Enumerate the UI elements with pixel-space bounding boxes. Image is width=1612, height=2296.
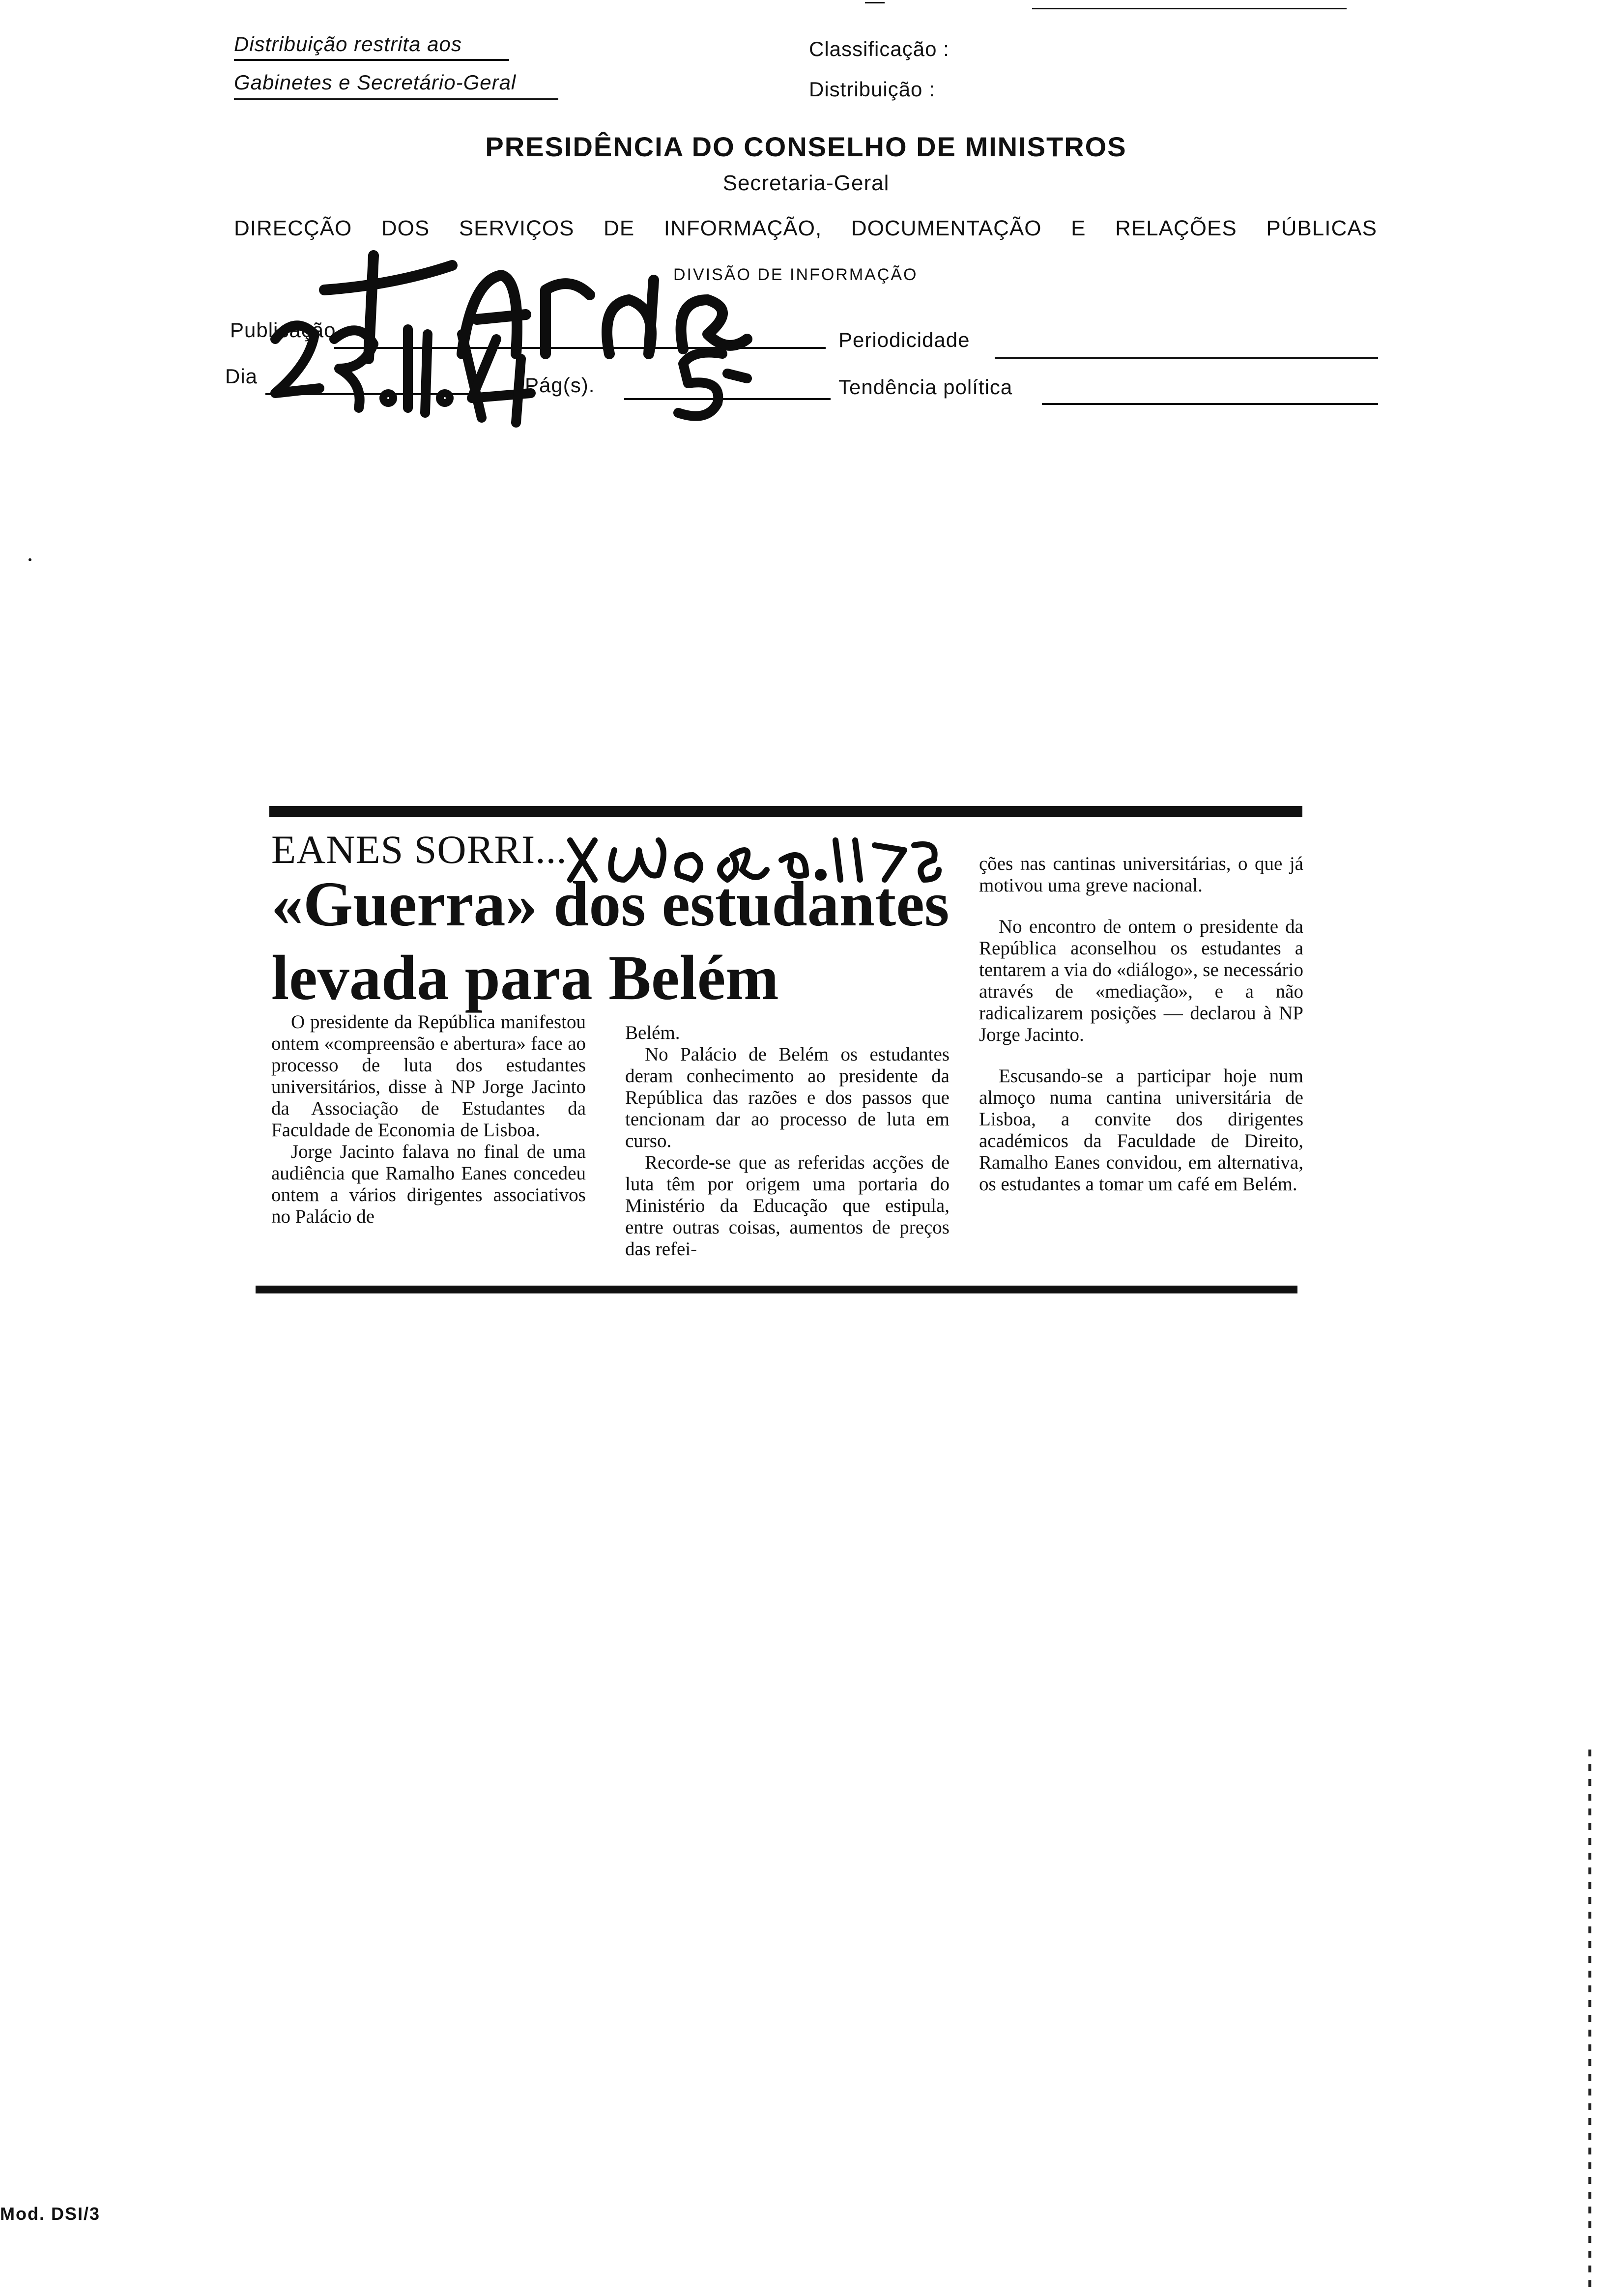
restricted-underline-2	[234, 98, 558, 100]
scan-mark-top-right	[1032, 8, 1347, 9]
day-label: Dia	[225, 365, 258, 388]
direction-word: RELAÇÕES	[1115, 216, 1237, 240]
direction-word: PÚBLICAS	[1266, 216, 1377, 240]
scan-speck	[29, 558, 31, 561]
division-label: DIVISÃO DE INFORMAÇÃO	[673, 265, 918, 284]
periodicity-field-line	[995, 357, 1378, 359]
restricted-distribution-line1: Distribuição restrita aos	[234, 32, 462, 56]
paragraph: Escusando-se a participar hoje num almoço numa cantina universitária de Lisboa, a convite dos dirigentes académicos da Faculdade de Direito, Ramalho Eanes convidou, em alternativa, os estudantes a tomar um café em Belém.	[979, 1065, 1303, 1195]
classification-label: Classificação :	[809, 37, 950, 60]
clipping-top-rule	[269, 806, 1302, 817]
paragraph: ções nas cantinas universitárias, o que já motivou uma greve nacional.	[979, 853, 1303, 896]
article-column-2	[625, 1022, 950, 1260]
paragraph: Jorge Jacinto falava no final de uma audiência que Ramalho Eanes concedeu ontem a vários dirigentes associativos no Palácio de	[271, 1141, 586, 1227]
distribution-label: Distribuição :	[809, 78, 935, 101]
article-column-3	[979, 853, 1303, 1195]
restricted-distribution-line2: Gabinetes e Secretário-Geral	[234, 71, 517, 94]
political-tendency-label: Tendência política	[838, 375, 1013, 399]
model-code: Mod. DSI/3	[0, 2204, 101, 2224]
article-headline-line1: «Guerra» dos estudantes	[271, 869, 950, 940]
direction-word: SERVIÇOS	[459, 216, 575, 240]
paragraph: No Palácio de Belém os estudantes deram conhecimento ao presidente da República das razões e dos passos que tencionam dar ao processo de luta em curso.	[625, 1044, 950, 1151]
paragraph: Belém.	[625, 1022, 680, 1043]
direction-word: DIRECÇÃO	[234, 216, 352, 240]
direction-word: DOS	[381, 216, 430, 240]
paragraph: O presidente da República manifestou ontem «compreensão e abertura» face ao processo de luta dos estudantes universitários, disse à NP Jorge Jacinto da Associação de Estudantes da Faculdade de Economia de Lisboa.	[271, 1011, 586, 1141]
direction-word: INFORMAÇÃO,	[663, 216, 822, 240]
paragraph: No encontro de ontem o presidente da República aconselhou os estudantes a tentarem a via do «diálogo», se necessário através de «mediação», e a não radicalizarem posições — declarou à NP Jorge Jacinto.	[979, 916, 1303, 1045]
scan-mark-top	[865, 2, 885, 3]
org-subtitle: Secretaria-Geral	[722, 171, 890, 195]
article-kicker: EANES SORRI...	[271, 827, 567, 872]
org-title: PRESIDÊNCIA DO CONSELHO DE MINISTROS	[485, 131, 1127, 162]
paragraph: Recorde-se que as referidas acções de luta têm por origem uma portaria do Ministério da Educação que estipula, entre outras coisas, aumentos de preços das refei-	[625, 1152, 950, 1260]
direction-word: E	[1071, 216, 1086, 240]
article-column-1	[271, 1011, 586, 1228]
handwritten-day-date	[265, 310, 541, 428]
article-headline-line2: levada para Belém	[271, 943, 779, 1013]
political-field-line	[1042, 403, 1378, 405]
direction-word: DE	[604, 216, 635, 240]
restricted-underline-1	[234, 59, 509, 61]
publication-label: Publicação	[230, 318, 336, 342]
handwritten-pages-number	[654, 344, 752, 428]
pages-label: Pág(s).	[525, 373, 595, 397]
clipping-bottom-rule	[256, 1286, 1297, 1293]
periodicity-label: Periodicidade	[838, 328, 970, 351]
direction-word: DOCUMENTAÇÃO	[851, 216, 1042, 240]
scan-edge-marks	[1588, 1750, 1591, 2290]
